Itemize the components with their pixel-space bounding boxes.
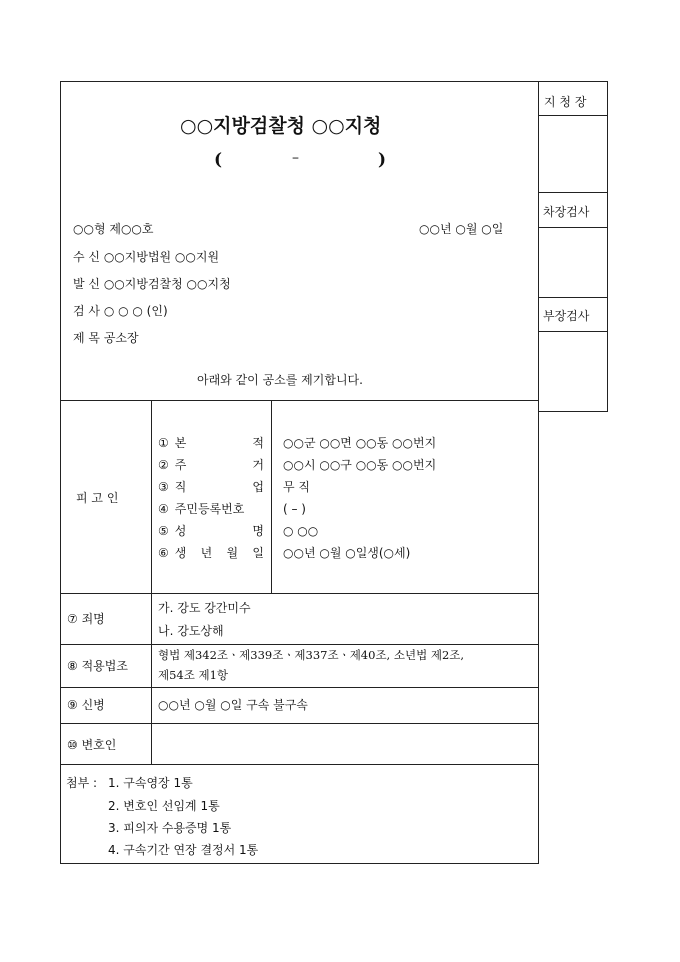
defendant-field-label-3: ③ 직 업 (158, 480, 264, 494)
doc-date: ○○년 ○월 ○일 (419, 222, 504, 236)
defendant-field-value-6: ○○년 ○월 ○일생(○세) (283, 546, 411, 560)
office-title: ○○지방검찰청 ○○지청 (180, 115, 382, 137)
defendant-value-divider (271, 400, 272, 594)
counsel-label: ⑩ 변호인 (67, 738, 117, 752)
frame-bottom (60, 863, 539, 864)
defendant-field-label-5: ⑤ 성 명 (158, 524, 264, 538)
approval-divider-5 (538, 331, 608, 332)
statutes-line-1: 형법 제342조ㆍ제339조ㆍ제337조ㆍ제40조, 소년법 제2조, (158, 648, 465, 662)
frame-approval-right (607, 81, 608, 412)
doc-prosecutor: 검 사 ○ ○ ○ (인) (73, 304, 168, 318)
attachment-item-4: 4. 구속기간 연장 결정서 1통 (108, 843, 259, 857)
frame-left (60, 81, 61, 864)
doc-subject: 제 목 공소장 (73, 331, 139, 345)
custody-label: ⑨ 신병 (67, 698, 105, 712)
charges-line-2: 나. 강도상해 (158, 624, 224, 638)
charges-label: ⑦ 죄명 (67, 612, 105, 626)
defendant-field-label-2: ② 주 거 (158, 458, 264, 472)
doc-number: ○○형 제○○호 (73, 222, 154, 236)
approval-chief-label: 지 청 장 (544, 95, 587, 109)
defendant-field-value-3: 무 직 (283, 480, 310, 494)
defendant-section-label: 피 고 인 (76, 491, 119, 505)
defendant-field-label-4: ④ 주민등록번호 (158, 502, 245, 516)
attachment-item-3: 3. 피의자 수용증명 1통 (108, 821, 232, 835)
approval-divider-4 (538, 297, 608, 298)
defendant-field-value-1: ○○군 ○○면 ○○동 ○○번지 (283, 436, 437, 450)
statutes-label: ⑧ 적용법조 (67, 659, 128, 673)
statutes-line-2: 제54조 제1항 (158, 668, 229, 682)
doc-sender: 발 신 ○○지방검찰청 ○○지청 (73, 277, 231, 291)
charges-bottom-divider (60, 644, 539, 645)
approval-divider-3 (538, 227, 608, 228)
custody-bottom-divider (60, 723, 539, 724)
defendant-field-value-2: ○○시 ○○구 ○○동 ○○번지 (283, 458, 437, 472)
approval-divider-1 (538, 115, 608, 116)
approval-divider-2 (538, 192, 608, 193)
doc-intro: 아래와 같이 공소를 제기합니다. (197, 373, 363, 387)
attachment-item-2: 2. 변호인 선임계 1통 (108, 799, 220, 813)
header-dash: – (292, 150, 299, 166)
defendant-field-value-4: ( – ) (283, 502, 306, 516)
approval-deputy-label: 차장검사 (543, 205, 590, 219)
statutes-bottom-divider (60, 687, 539, 688)
defendant-field-label-1: ① 본 적 (158, 436, 264, 450)
defendant-field-label-6: ⑥ 생 년 월 일 (158, 546, 264, 560)
custody-value: ○○년 ○월 ○일 구속 불구속 (158, 698, 308, 712)
approval-dept-label: 부장검사 (543, 309, 590, 323)
approval-divider-bottom (538, 411, 608, 412)
header-paren-close: ) (378, 150, 387, 170)
header-paren-open: ( (214, 150, 223, 170)
defendant-field-value-5: ○ ○○ (283, 524, 319, 538)
doc-recipient: 수 신 ○○지방법원 ○○지원 (73, 250, 220, 264)
frame-top (60, 81, 608, 82)
header-bottom-divider (60, 400, 539, 401)
attachments-label: 첨부 : (66, 776, 98, 790)
label-column-divider (151, 400, 152, 765)
counsel-bottom-divider (60, 764, 539, 765)
defendant-bottom-divider (60, 593, 539, 594)
frame-main-right (538, 81, 539, 864)
charges-line-1: 가. 강도 강간미수 (158, 601, 251, 615)
attachment-item-1: 1. 구속영장 1통 (108, 776, 193, 790)
